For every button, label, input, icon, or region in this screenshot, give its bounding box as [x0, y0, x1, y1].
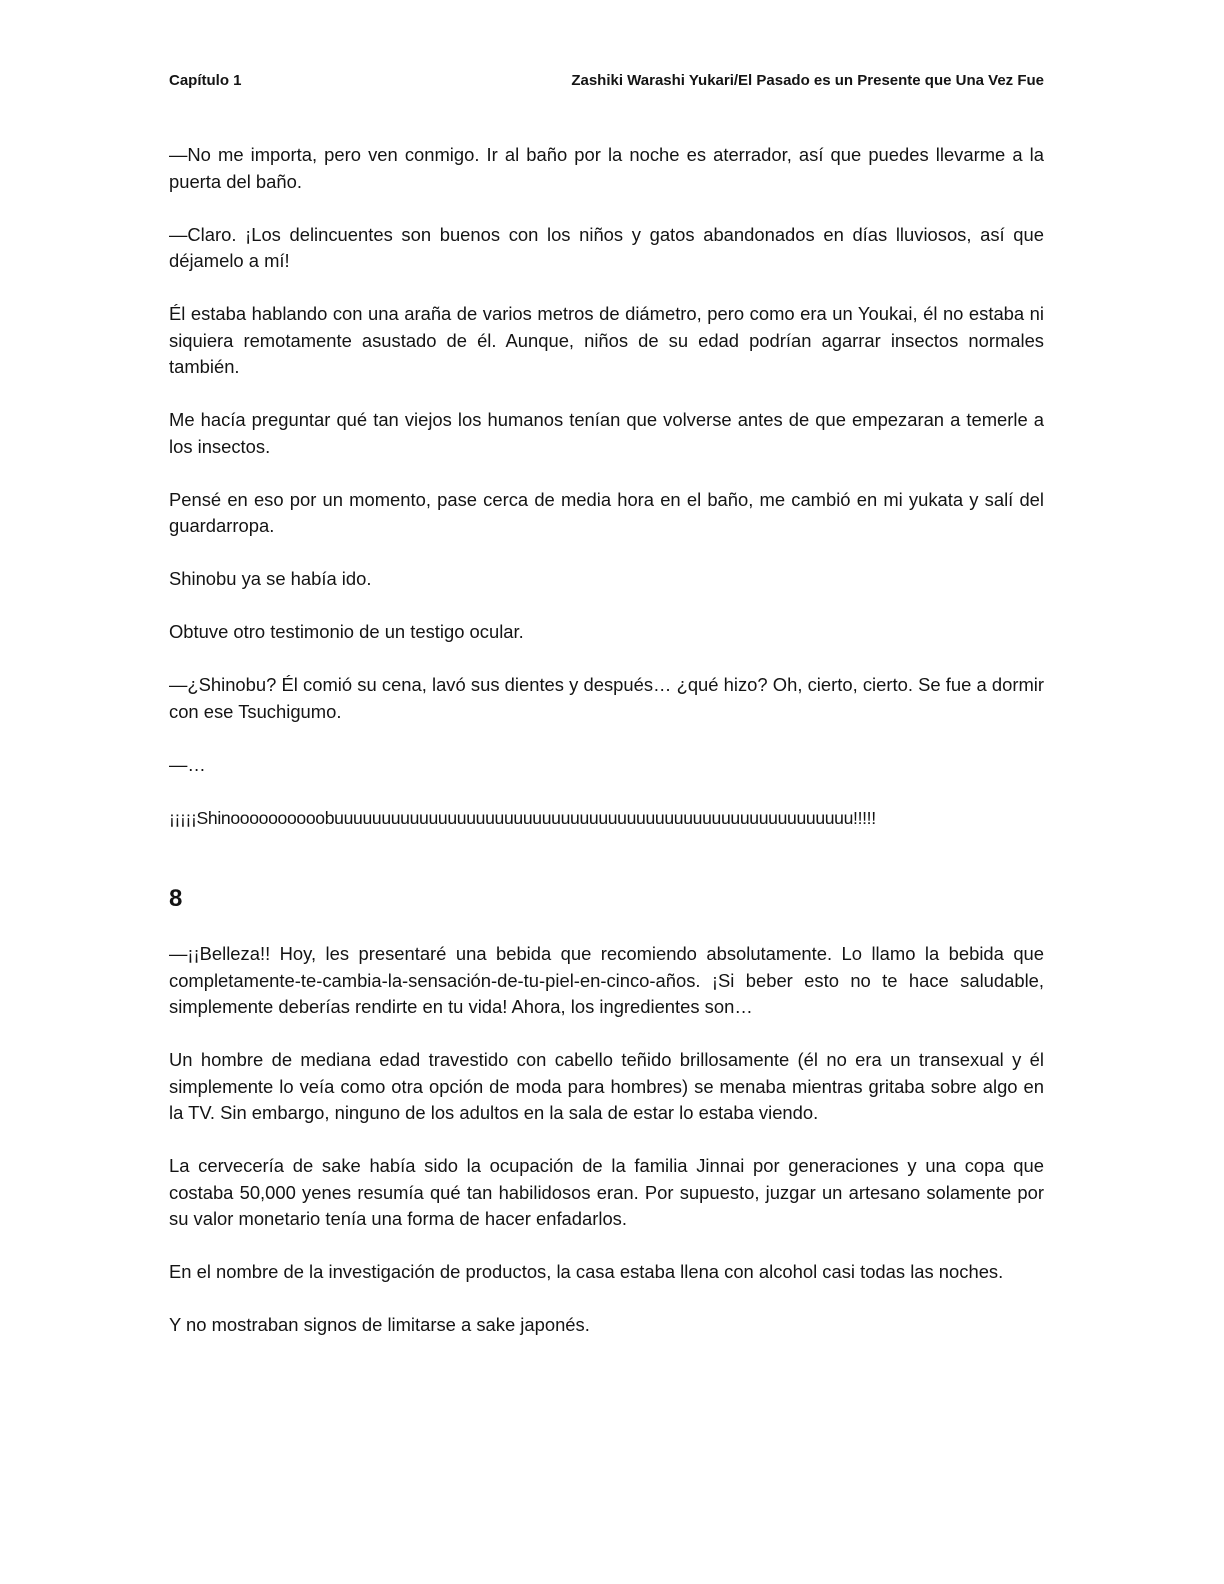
- paragraph: Él estaba hablando con una araña de varios metros de diámetro, pero como era un Youkai, él no estaba ni siquiera remotamente asustado de él. Aunque, niños de su edad podrían agarrar insectos normales también.: [169, 303, 1044, 377]
- body-text: [169, 142, 1044, 1365]
- paragraph: Y no mostraban signos de limitarse a sake japonés.: [169, 1314, 590, 1335]
- chapter-label: Capítulo 1: [169, 72, 242, 89]
- book-title: Zashiki Warashi Yukari/El Pasado es un Presente que Una Vez Fue: [571, 72, 1044, 89]
- section-heading: 8: [169, 885, 183, 912]
- paragraph: —¿Shinobu? Él comió su cena, lavó sus dientes y después… ¿qué hizo? Oh, cierto, cierto. Se fue a dormir con ese Tsuchigumo.: [169, 674, 1044, 722]
- paragraph: Shinobu ya se había ido.: [169, 568, 372, 589]
- running-header: [169, 71, 1044, 91]
- paragraph: —Claro. ¡Los delincuentes son buenos con los niños y gatos abandonados en días lluviosos, así que déjamelo a mí!: [169, 223, 1044, 271]
- shout-line: ¡¡¡¡¡Shinoooooooooobuuuuuuuuuuuuuuuuuuuuuuuuuuuuuuuuuuuuuuuuuuuuuuuuuuuuuuu!!!!!: [169, 807, 876, 828]
- paragraph: Obtuve otro testimonio de un testigo ocular.: [169, 621, 524, 642]
- document-page: [169, 0, 1044, 1584]
- paragraph: —No me importa, pero ven conmigo. Ir al baño por la noche es aterrador, así que puedes llevarme a la puerta del baño.: [169, 144, 1044, 192]
- paragraph: En el nombre de la investigación de productos, la casa estaba llena con alcohol casi todas las noches.: [169, 1261, 1004, 1282]
- paragraph: Me hacía preguntar qué tan viejos los humanos tenían que volverse antes de que empezaran a temerle a los insectos.: [169, 409, 1044, 457]
- paragraph: Pensé en eso por un momento, pase cerca de media hora en el baño, me cambió en mi yukata y salí del guardarropa.: [169, 488, 1044, 536]
- paragraph: —¡¡Belleza!! Hoy, les presentaré una bebida que recomiendo absolutamente. Lo llamo la bebida que completamente-te-cambia-la-sensación-de-tu-piel-en-cinco-años. ¡Si beber esto no te hace saludable, simplemente deberías rendirte en tu vida! Ahora, los ingredientes son…: [169, 943, 1044, 1017]
- paragraph: La cervecería de sake había sido la ocupación de la familia Jinnai por generaciones y una copa que costaba 50,000 yenes resumía qué tan habilidosos eran. Por supuesto, juzgar un artesano solamente por su valor monetario tenía una forma de hacer enfadarlos.: [169, 1155, 1044, 1229]
- paragraph: Un hombre de mediana edad travestido con cabello teñido brillosamente (él no era un transexual y él simplemente lo veía como otra opción de moda para hombres) se menaba mientras gritaba sobre algo en la TV. Sin embargo, ninguno de los adultos en la sala de estar lo estaba viendo.: [169, 1049, 1044, 1123]
- paragraph: —…: [169, 753, 206, 775]
